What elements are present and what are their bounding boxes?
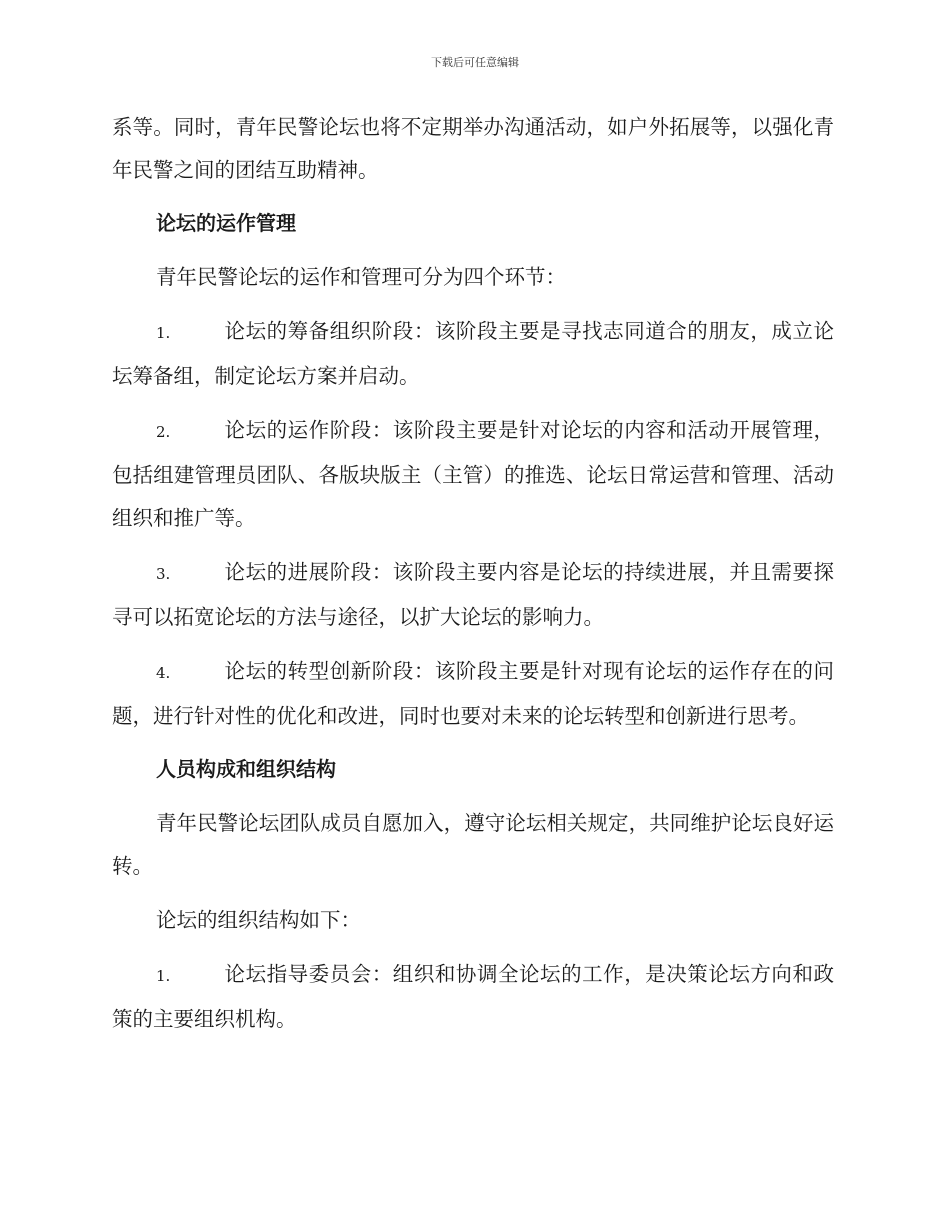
- list-item: [112, 310, 834, 398]
- list-item-number: 1.: [156, 324, 171, 342]
- section-heading-structure: 人员构成和组织结构: [156, 757, 336, 781]
- paragraph-members: 青年民警论坛团队成员自愿加入，遵守论坛相关规定，共同维护论坛良好运转。: [112, 811, 834, 878]
- list-item-number: 2.: [156, 423, 171, 441]
- list-item: [112, 650, 834, 738]
- paragraph-structure-intro: 论坛的组织结构如下：: [156, 908, 361, 932]
- list-item: [112, 551, 834, 639]
- list-item-text: 论坛指导委员会：组织和协调全论坛的工作，是决策论坛方向和政策的主要组织机构。: [112, 962, 834, 1031]
- header-note: 下载后可任意编辑: [431, 56, 519, 69]
- list-item-text: 论坛的进展阶段：该阶段主要内容是论坛的持续进展，并且需要探寻可以拓宽论坛的方法与途径，以扩大论坛的影响力。: [112, 560, 834, 629]
- paragraph-operation-intro: 青年民警论坛的运作和管理可分为四个环节：: [156, 265, 566, 289]
- list-item-text: 论坛的筹备组织阶段：该阶段主要是寻找志同道合的朋友，成立论坛筹备组，制定论坛方案并启动。: [112, 319, 834, 388]
- paragraph-continuation: 系等。同时，青年民警论坛也将不定期举办沟通活动，如户外拓展等，以强化青年民警之间的团结互助精神。: [112, 115, 834, 182]
- list-item-number: 1.: [156, 967, 171, 985]
- list-item: [112, 409, 834, 540]
- document-body: [112, 106, 834, 1041]
- section-heading-operation: 论坛的运作管理: [156, 211, 296, 235]
- list-item-number: 4.: [156, 664, 171, 682]
- list-item-text: 论坛的转型创新阶段：该阶段主要是针对现有论坛的运作存在的问题，进行针对性的优化和改进，同时也要对未来的论坛转型和创新进行思考。: [112, 659, 834, 728]
- list-item-number: 3.: [156, 565, 171, 583]
- list-item-text: 论坛的运作阶段：该阶段主要是针对论坛的内容和活动开展管理，包括组建管理员团队、各版块版主（主管）的推选、论坛日常运营和管理、活动组织和推广等。: [112, 418, 834, 530]
- list-item: [112, 953, 834, 1041]
